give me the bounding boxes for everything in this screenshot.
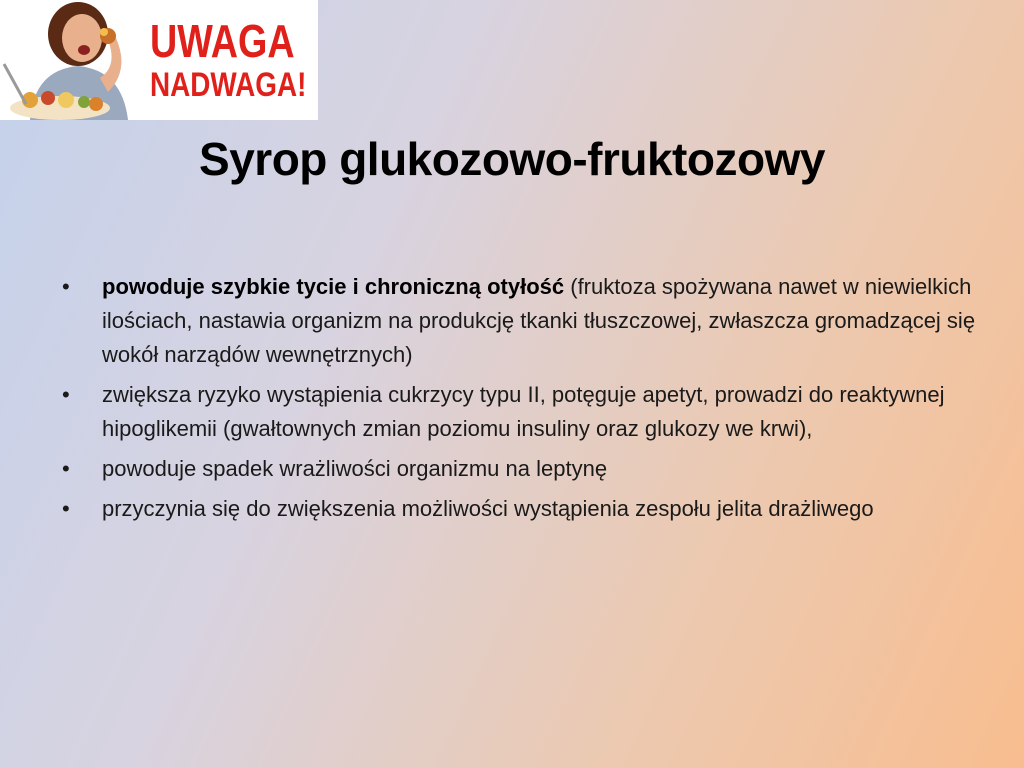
- bullet-bold-text: powoduje szybkie tycie i chroniczną otyłość: [102, 274, 565, 299]
- logo-line-nadwaga: NADWAGA!: [150, 66, 307, 104]
- bullet-item: [58, 378, 978, 446]
- logo-text: [150, 15, 307, 104]
- logo: [0, 0, 318, 120]
- bullet-dot: •: [62, 382, 70, 407]
- bullet-text: powoduje spadek wrażliwości organizmu na leptynę: [102, 456, 608, 481]
- bullet-text: zwiększa ryzyko wystąpienia cukrzycy typu II, potęguje apetyt, prowadzi do reaktywnej hipoglikemii (gwałtownych zmian poziomu insuliny oraz glukozy we krwi),: [102, 382, 945, 441]
- bullet-dot: •: [62, 274, 70, 299]
- bullet-dot: •: [62, 456, 70, 481]
- bullet-list: [58, 270, 978, 532]
- bullet-dot: •: [62, 496, 70, 521]
- bullet-text: (fruktoza spożywana nawet w niewielkich ilościach, nastawia organizm na produkcję tkanki tłuszczowej, zwłaszcza gromadzącej się wokół narządów wewnętrznych): [102, 274, 976, 367]
- bullet-item: [58, 270, 978, 372]
- slide-title: Syrop glukozowo-fruktozowy: [199, 133, 825, 185]
- logo-line-uwaga: UWAGA: [150, 15, 295, 67]
- woman-eating-icon: [0, 0, 150, 120]
- bullet-item: [58, 452, 978, 486]
- bullet-text: przyczynia się do zwiększenia możliwości wystąpienia zespołu jelita drażliwego: [102, 496, 874, 521]
- bullet-item: [58, 492, 978, 526]
